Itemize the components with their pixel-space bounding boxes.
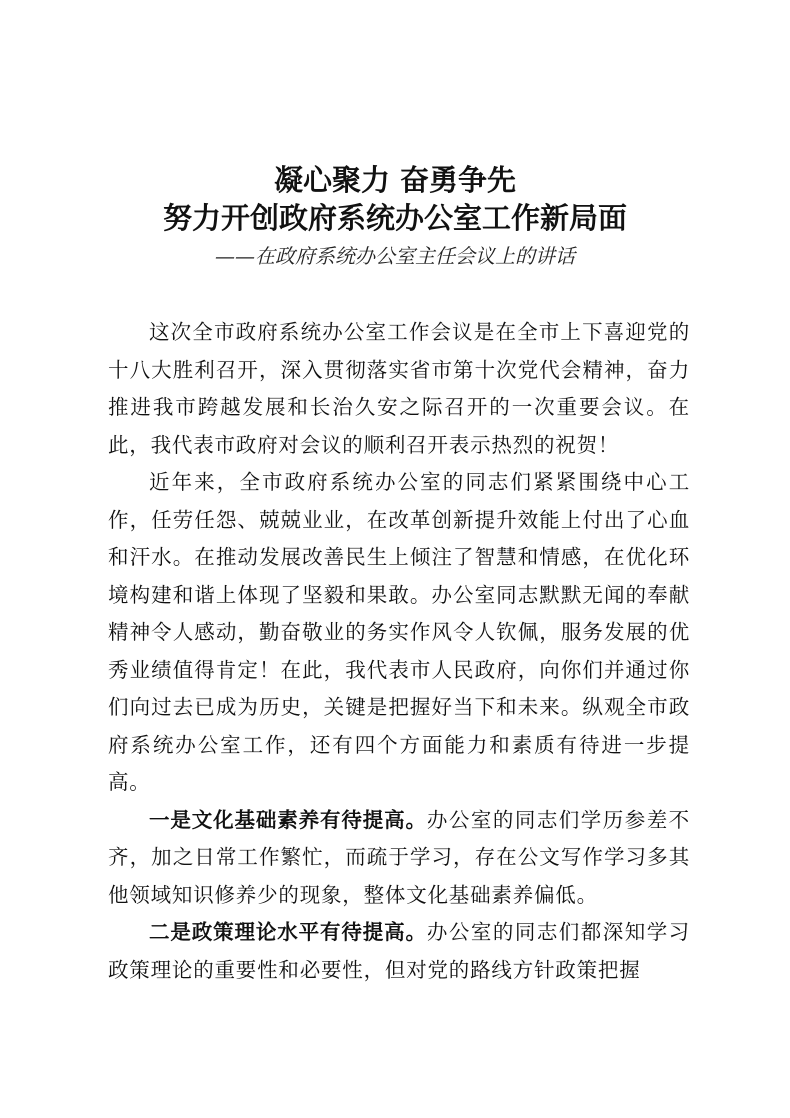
paragraph-1 (108, 314, 690, 464)
paragraph-lead: 一是文化基础素养有待提高。 (149, 807, 427, 832)
paragraph-text: 近年来，全市政府系统办公室的同志们紧紧围绕中心工作，任劳任怨、兢兢业业，在改革创新提升效能上付出了心血和汗水。在推动发展改善民生上倾注了智慧和情感，在优化环境构建和谐上体现了坚毅和果敢。办公室同志默默无闻的奉献精神令人感动，勤奋敬业的务实作风令人钦佩，服务发展的优秀业绩值得肯定！在此，我代表市人民政府，向你们并通过你们向过去已成为历史，关键是把握好当下和未来。纵观全市政府系统办公室工作，还有四个方面能力和素质有待进一步提高。 (108, 470, 690, 794)
paragraph-text: 办公室的同志们都深知学习政策理论的重要性和必要性，但对党的路线方针政策把握 (108, 920, 690, 982)
paragraph-4 (108, 914, 690, 989)
title-line-1: 凝心聚力 奋勇争先 (273, 163, 517, 197)
title-line-2: 努力开创政府系统办公室工作新局面 (162, 201, 627, 235)
paragraph-2 (108, 464, 690, 802)
paragraph-text: 这次全市政府系统办公室工作会议是在全市上下喜迎党的十八大胜利召开，深入贯彻落实省市第十次党代会精神，奋力推进我市跨越发展和长治久安之际召开的一次重要会议。在此，我代表市政府对会议的顺利召开表示热烈的祝贺！ (108, 320, 690, 457)
paragraph-3 (108, 802, 690, 915)
document-body (108, 314, 690, 989)
subtitle: ——在政府系统办公室主任会议上的讲话 (215, 244, 575, 268)
paragraph-lead: 二是政策理论水平有待提高。 (149, 920, 427, 944)
paragraph-text: 办公室的同志们学历参差不齐，加之日常工作繁忙，而疏于学习，存在公文写作学习多其他领域知识修养少的现象，整体文化基础素养偏低。 (108, 807, 690, 907)
